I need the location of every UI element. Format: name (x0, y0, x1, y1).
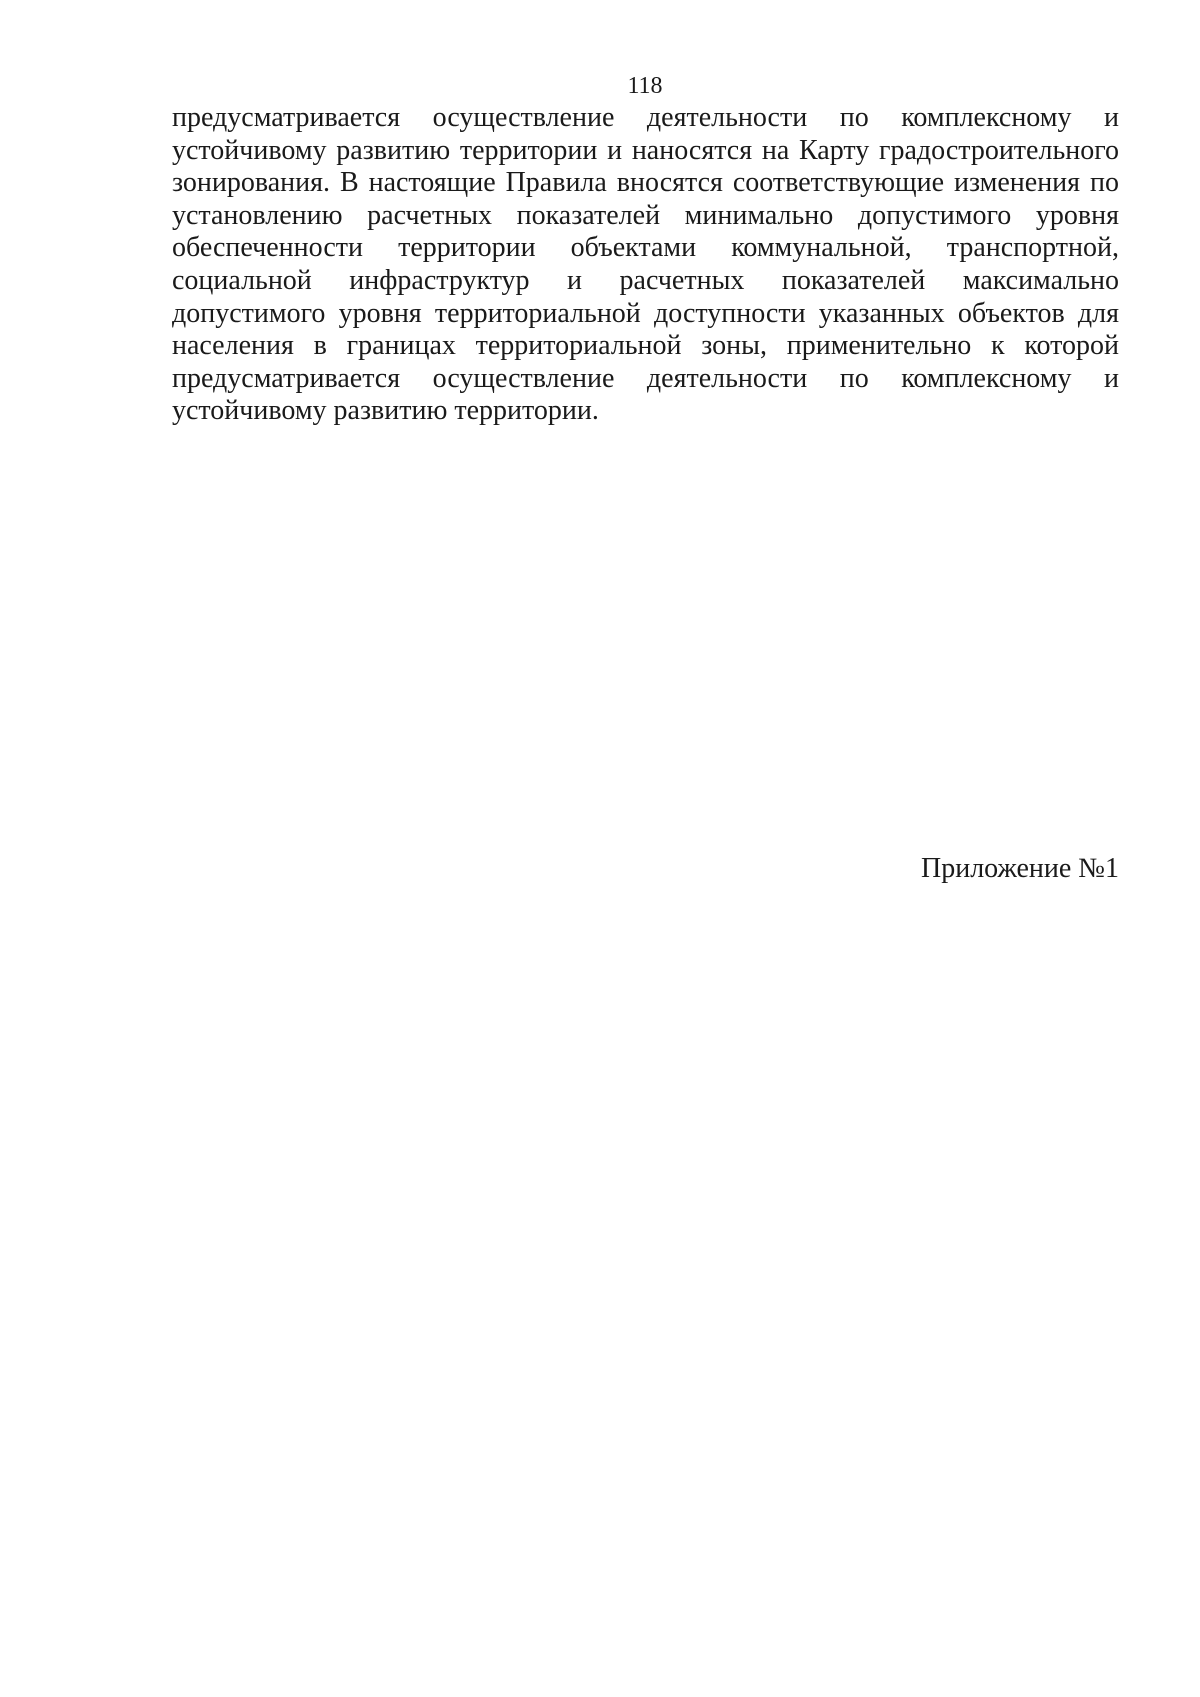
paragraph-line: устойчивому развитию территории и наносятся на Карту градостроительного (172, 134, 1119, 166)
paragraph-line: предусматривается осуществление деятельности по комплексному и (172, 362, 1119, 394)
paragraph-line: зонирования. В настоящие Правила вносятся соответствующие изменения по (172, 167, 1119, 199)
paragraph-line: обеспеченности территории объектами коммунальной, транспортной, (172, 232, 1119, 264)
paragraph-line: населения в границах территориальной зоны, применительно к которой (172, 330, 1119, 362)
paragraph-line: устойчивому развитию территории. (172, 395, 599, 427)
paragraph-line: допустимого уровня территориальной доступности указанных объектов для (172, 297, 1119, 329)
paragraph-line: предусматривается осуществление деятельности по комплексному и (172, 102, 1119, 133)
page-number: 118 (627, 73, 663, 99)
paragraph-line: установлению расчетных показателей минимально допустимого уровня (172, 199, 1119, 231)
paragraph-line: социальной инфраструктур и расчетных показателей максимально (172, 264, 1119, 296)
appendix-label: Приложение №1 (921, 853, 1119, 884)
body-paragraph (172, 102, 1119, 428)
